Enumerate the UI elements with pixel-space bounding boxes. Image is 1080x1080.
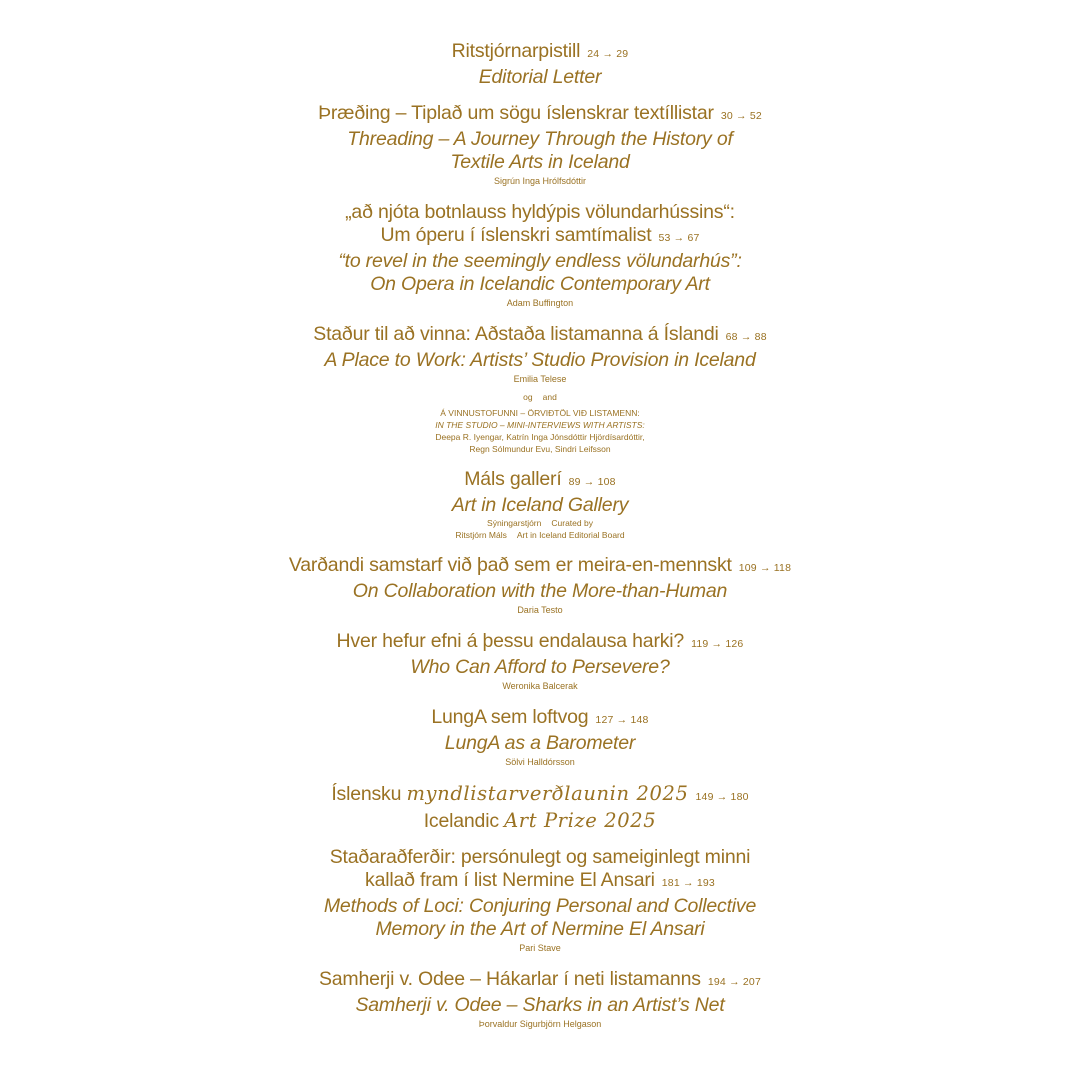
entry-title-en: LungA as a Barometer (444, 732, 636, 754)
page-range: 53 → 67 (658, 232, 700, 244)
entry-title-is: Hver hefur efni á þessu endalausa harki? (336, 630, 685, 652)
entry-title-is-plain: Íslensku (331, 783, 402, 805)
entry-author: Daria Testo (517, 605, 563, 615)
entry-title-is-line1: „að njóta botnlauss hyldýpis völundarhússins“: (345, 201, 735, 223)
entry-title-is-line2: kallað fram í list Nermine El Ansari (365, 869, 655, 891)
toc-entry-art-prize[interactable] (0, 782, 1080, 833)
entry-title-is-styled: myndlistarverðlaunin 2025 (406, 782, 689, 805)
subsection-names-line1: Deepa R. Iyengar, Katrín Inga Jónsdóttir Hjördísardóttir, (435, 432, 645, 442)
toc-entry-methods-of-loci[interactable] (0, 846, 1080, 955)
entry-title-en: On Collaboration with the More-than-Human (352, 580, 728, 602)
entry-title-is: Máls gallerí (464, 468, 562, 490)
toc-entry-samherji[interactable] (0, 968, 1080, 1031)
toc-entry-editorial-letter[interactable] (0, 40, 1080, 89)
entry-author: Emilia Telese (513, 374, 567, 384)
toc-entry-opera[interactable] (0, 201, 1080, 310)
entry-title-en: Editorial Letter (478, 66, 602, 88)
entry-title-en: Who Can Afford to Persevere? (410, 656, 670, 678)
page-range: 68 → 88 (725, 331, 767, 343)
entry-title-is-line1: Staðaraðferðir: persónulegt og sameiginlegt minni (329, 846, 751, 868)
entry-author: Sigrún Inga Hrólfsdóttir (493, 176, 587, 186)
subsection-names-line2: Regn Sólmundur Evu, Sindri Leifsson (469, 444, 611, 454)
page-range: 89 → 108 (568, 476, 616, 488)
page-range: 119 → 126 (691, 638, 744, 650)
entry-title-en-line1: Threading – A Journey Through the History of (347, 128, 733, 150)
entry-title-en-plain: Icelandic (423, 810, 499, 832)
entry-title-is: Ritstjórnarpistill (451, 40, 581, 62)
entry-title-is: Þræðing – Tiplað um sögu íslenskrar textíllistar (318, 102, 714, 124)
subsection-title-en: IN THE STUDIO – MINI-INTERVIEWS WITH ARTISTS: (435, 420, 645, 430)
toc-entry-more-than-human[interactable] (0, 554, 1080, 617)
entry-author: Pari Stave (519, 943, 561, 953)
curator-label-is: Sýningarstjórn (487, 518, 542, 528)
entry-title-en-line1: “to revel in the seemingly endless völundarhús”: (338, 250, 742, 272)
entry-title-en: A Place to Work: Artists’ Studio Provision in Iceland (324, 349, 756, 371)
page-range: 24 → 29 (587, 48, 629, 60)
page-range: 109 → 118 (738, 562, 792, 574)
curator-label-en: Curated by (551, 518, 593, 528)
entry-title-en-line2: Memory in the Art of Nermine El Ansari (375, 918, 705, 940)
conjunction-is: og (523, 392, 533, 402)
conjunction-en: and (542, 392, 557, 402)
entry-author: Þorvaldur Sigurbjörn Helgason (478, 1019, 602, 1029)
curator-is: Ritstjórn Máls (455, 530, 507, 540)
subsection-title-is: Á VINNUSTOFUNNI – ÖRVIÐTÖL VIÐ LISTAMENN: (440, 408, 640, 418)
entry-author: Sölvi Halldórsson (505, 757, 575, 767)
entry-title-en: Samherji v. Odee – Sharks in an Artist’s Net (355, 994, 725, 1016)
page-range: 30 → 52 (720, 110, 762, 122)
entry-title-is: Varðandi samstarf við það sem er meira-en-mennskt (288, 554, 732, 576)
page-range: 127 → 148 (595, 714, 649, 726)
page-range: 194 → 207 (707, 976, 762, 988)
entry-title-en-styled: Art Prize 2025 (504, 809, 657, 832)
toc-entry-lunga[interactable] (0, 706, 1080, 769)
entry-title-is: Staður til að vinna: Aðstaða listamanna á Íslandi (313, 323, 719, 345)
curator-en: Art in Iceland Editorial Board (516, 530, 625, 540)
toc-entry-place-to-work[interactable] (0, 323, 1080, 455)
page-range: 149 → 180 (695, 791, 749, 803)
entry-title-is: Samherji v. Odee – Hákarlar í neti listamanns (318, 968, 701, 990)
entry-title-en-line2: Textile Arts in Iceland (450, 151, 630, 173)
entry-title-en-line1: Methods of Loci: Conjuring Personal and Collective (323, 895, 757, 917)
entry-title-en-line2: On Opera in Icelandic Contemporary Art (370, 273, 710, 295)
entry-title-is-line2: Um óperu í íslenskri samtímalist (380, 224, 652, 246)
toc-entry-gallery[interactable] (0, 468, 1080, 541)
entry-author: Weronika Balcerak (502, 681, 578, 691)
entry-title-en: Art in Iceland Gallery (451, 494, 629, 516)
page-range: 181 → 193 (661, 877, 715, 889)
entry-title-is: LungA sem loftvog (431, 706, 589, 728)
toc-entry-persevere[interactable] (0, 630, 1080, 693)
toc-entry-threading[interactable] (0, 102, 1080, 188)
entry-author: Adam Buffington (506, 298, 574, 308)
